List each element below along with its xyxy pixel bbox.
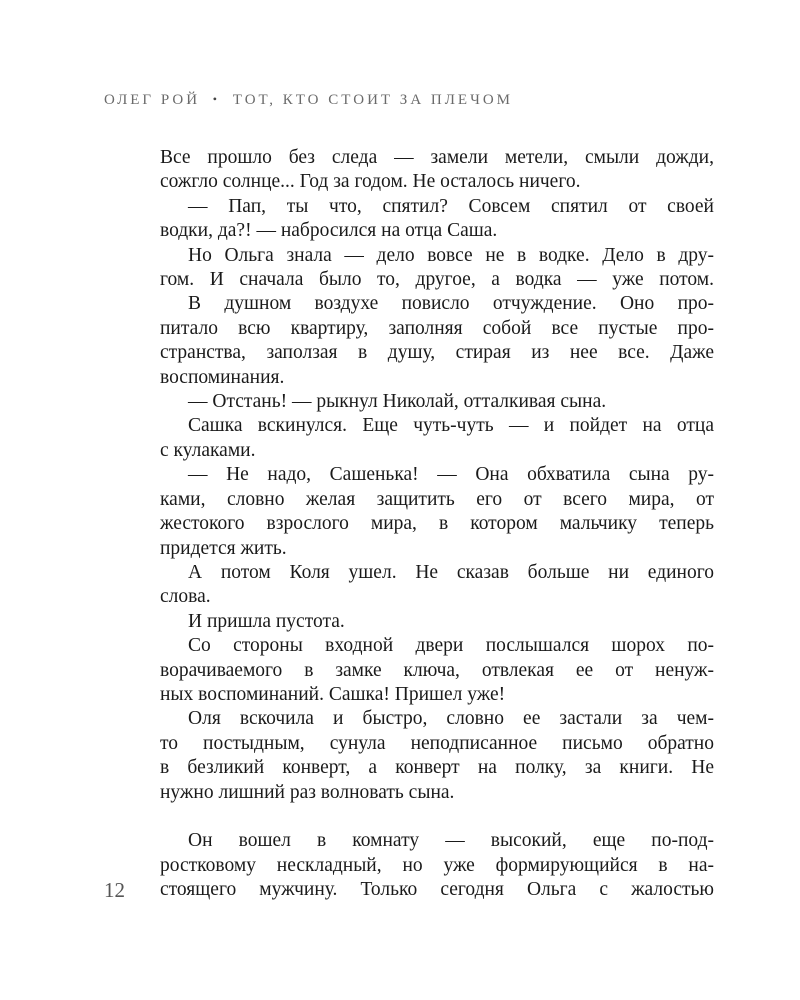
text-line: Все прошло без следа — замели метели, смыли дожди, xyxy=(160,147,714,168)
header-book-title: ТОТ, КТО СТОИТ ЗА ПЛЕЧОМ xyxy=(232,92,513,108)
text-line: стоящего мужчину. Только сегодня Ольга с жалостью xyxy=(160,879,714,901)
text-line: Сашка вскинулся. Еще чуть-чуть — и пойдет на отца xyxy=(188,415,714,437)
text-line: жестокого взрослого мира, в котором мальчику теперь xyxy=(160,513,714,535)
text-line: Со стороны входной двери послышался шорох по- xyxy=(188,635,714,657)
text-line: ростковому нескладный, но уже формирующийся в на- xyxy=(160,854,714,876)
text-line: придется жить. xyxy=(160,537,287,559)
text-line: ками, словно желая защитить его от всего мира, от xyxy=(160,488,714,510)
text-line: в безликий конверт, а конверт на полку, за книги. Не xyxy=(160,757,714,779)
header-author: ОЛЕГ РОЙ xyxy=(104,92,201,108)
text-line: то постыдным, сунула неподписанное письмо обратно xyxy=(160,732,714,754)
text-line: ворачиваемого в замке ключа, отвлекая ее от ненуж- xyxy=(160,659,714,681)
text-line: с кулаками. xyxy=(160,439,256,461)
text-line: Он вошел в комнату — высокий, еще по-под- xyxy=(188,830,714,852)
page-number: 12 xyxy=(104,878,125,902)
header-separator: • xyxy=(212,92,220,106)
text-line: И пришла пустота. xyxy=(188,610,345,632)
text-line: слова. xyxy=(160,586,211,608)
text-line: В душном воздухе повисло отчуждение. Оно про- xyxy=(188,293,714,315)
page-body-text xyxy=(160,146,714,903)
text-line: сожгло солнце... Год за годом. Не осталось ничего. xyxy=(160,171,581,193)
text-line: — Не надо, Сашенька! — Она обхватила сына ру- xyxy=(188,464,714,486)
text-line: — Пап, ты что, спятил? Совсем спятил от своей xyxy=(188,195,714,217)
text-line: воспоминания. xyxy=(160,366,285,388)
text-line: питало всю квартиру, заполняя собой все пустые про- xyxy=(160,317,714,339)
paragraph-gap xyxy=(160,805,714,829)
text-line: Но Ольга знала — дело вовсе не в водке. Дело в дру- xyxy=(188,244,714,266)
text-line: А потом Коля ушел. Не сказав больше ни единого xyxy=(188,561,714,583)
text-line: Оля вскочила и быстро, словно ее застали за чем- xyxy=(188,708,714,730)
text-line: странства, заползая в душу, стирая из нее все. Даже xyxy=(160,342,714,364)
text-line: нужно лишний раз волновать сына. xyxy=(160,781,455,803)
text-line: гом. И сначала было то, другое, а водка — уже потом. xyxy=(160,269,714,291)
text-line: водки, да?! — набросился на отца Саша. xyxy=(160,220,498,242)
text-line: — Отстань! — рыкнул Николай, отталкивая сына. xyxy=(188,391,607,413)
running-header xyxy=(104,92,513,109)
text-line: ных воспоминаний. Сашка! Пришел уже! xyxy=(160,683,506,705)
